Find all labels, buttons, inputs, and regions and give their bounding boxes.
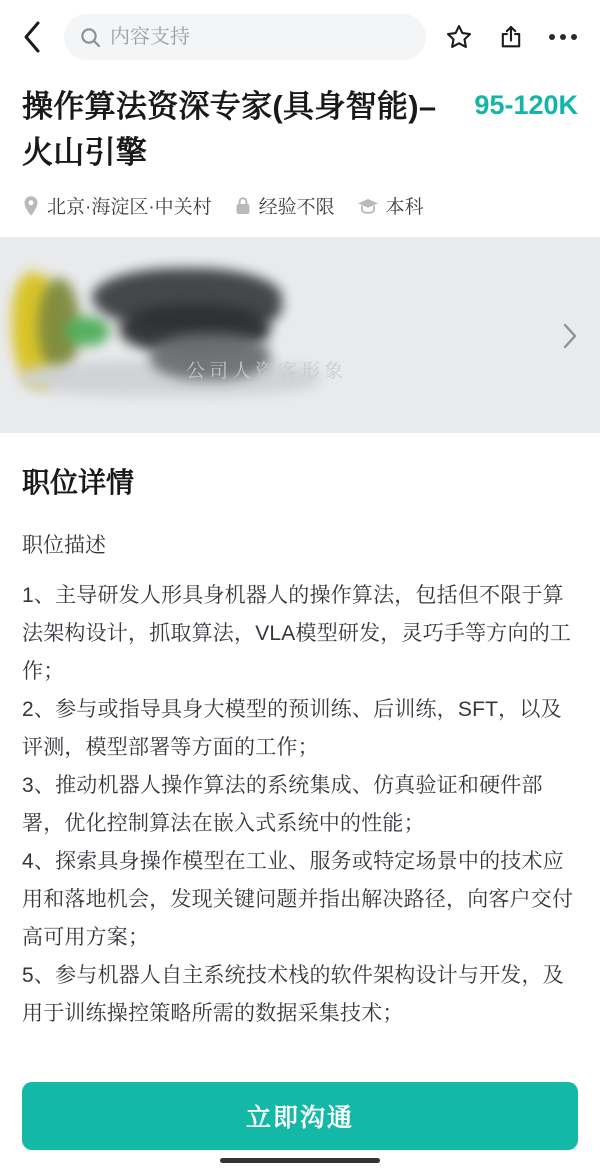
bottom-action-bar xyxy=(0,1068,600,1170)
page-title: 操作算法资深专家(具身智能)–火山引擎 xyxy=(22,89,437,170)
chevron-left-icon xyxy=(21,20,43,54)
job-title-row xyxy=(0,74,600,176)
description-paragraph: 5、参与机器人自主系统技术栈的软件架构设计与开发，及用于训练操控策略所需的数据采集技术； xyxy=(22,964,564,1025)
share-button[interactable] xyxy=(492,17,530,57)
salary-range: 95-120K xyxy=(474,90,578,120)
company-image-carousel[interactable] xyxy=(0,237,600,433)
meta-location-label: 北京·海淀区·中关村 xyxy=(47,197,212,218)
star-outline-icon xyxy=(445,23,473,51)
description-paragraph: 3、推动机器人操作算法的系统集成、仿真验证和硬件部署，优化控制算法在嵌入式系统中的性能； xyxy=(22,774,543,835)
job-meta-row xyxy=(0,176,600,237)
graduation-cap-icon xyxy=(357,197,379,215)
subsection-title: 职位描述 xyxy=(22,534,106,557)
share-icon xyxy=(497,23,525,51)
meta-education xyxy=(357,192,424,219)
carousel-next-button[interactable] xyxy=(558,316,582,356)
search-input[interactable] xyxy=(110,26,410,49)
description-paragraph: 2、参与或指导具身大模型的预训练、后训练，SFT，以及评测，模型部署等方面的工作； xyxy=(22,698,562,759)
top-navigation-bar xyxy=(0,0,600,74)
chevron-right-icon xyxy=(562,322,578,350)
section-title: 职位详情 xyxy=(22,467,135,498)
banner-brushstroke xyxy=(64,316,110,346)
meta-experience-label: 经验不限 xyxy=(258,197,335,218)
banner-watermark-text: 公司人资客形象 xyxy=(186,361,348,382)
favorite-button[interactable] xyxy=(440,17,478,57)
job-detail-section xyxy=(0,433,600,1170)
search-bar[interactable] xyxy=(64,14,426,60)
more-dots-icon xyxy=(549,34,577,40)
search-icon xyxy=(80,27,101,48)
location-pin-icon xyxy=(22,195,40,217)
more-options-button[interactable] xyxy=(544,17,582,57)
description-paragraph: 4、探索具身操作模型在工业、服务或特定场景中的技术应用和落地机会，发现关键问题并指出解决路径，向客户交付高可用方案； xyxy=(22,850,574,949)
chat-now-button[interactable]: 立即沟通 xyxy=(22,1082,578,1150)
home-indicator xyxy=(220,1158,380,1163)
description-paragraph: 1、主导研发人形具身机器人的操作算法，包括但不限于算法架构设计，抓取算法，VLA模型研发，灵巧手等方向的工作； xyxy=(22,584,572,683)
meta-experience xyxy=(234,192,335,219)
meta-education-label: 本科 xyxy=(385,197,424,218)
back-button[interactable] xyxy=(14,17,50,57)
lock-icon xyxy=(234,196,252,216)
meta-location xyxy=(22,192,212,219)
